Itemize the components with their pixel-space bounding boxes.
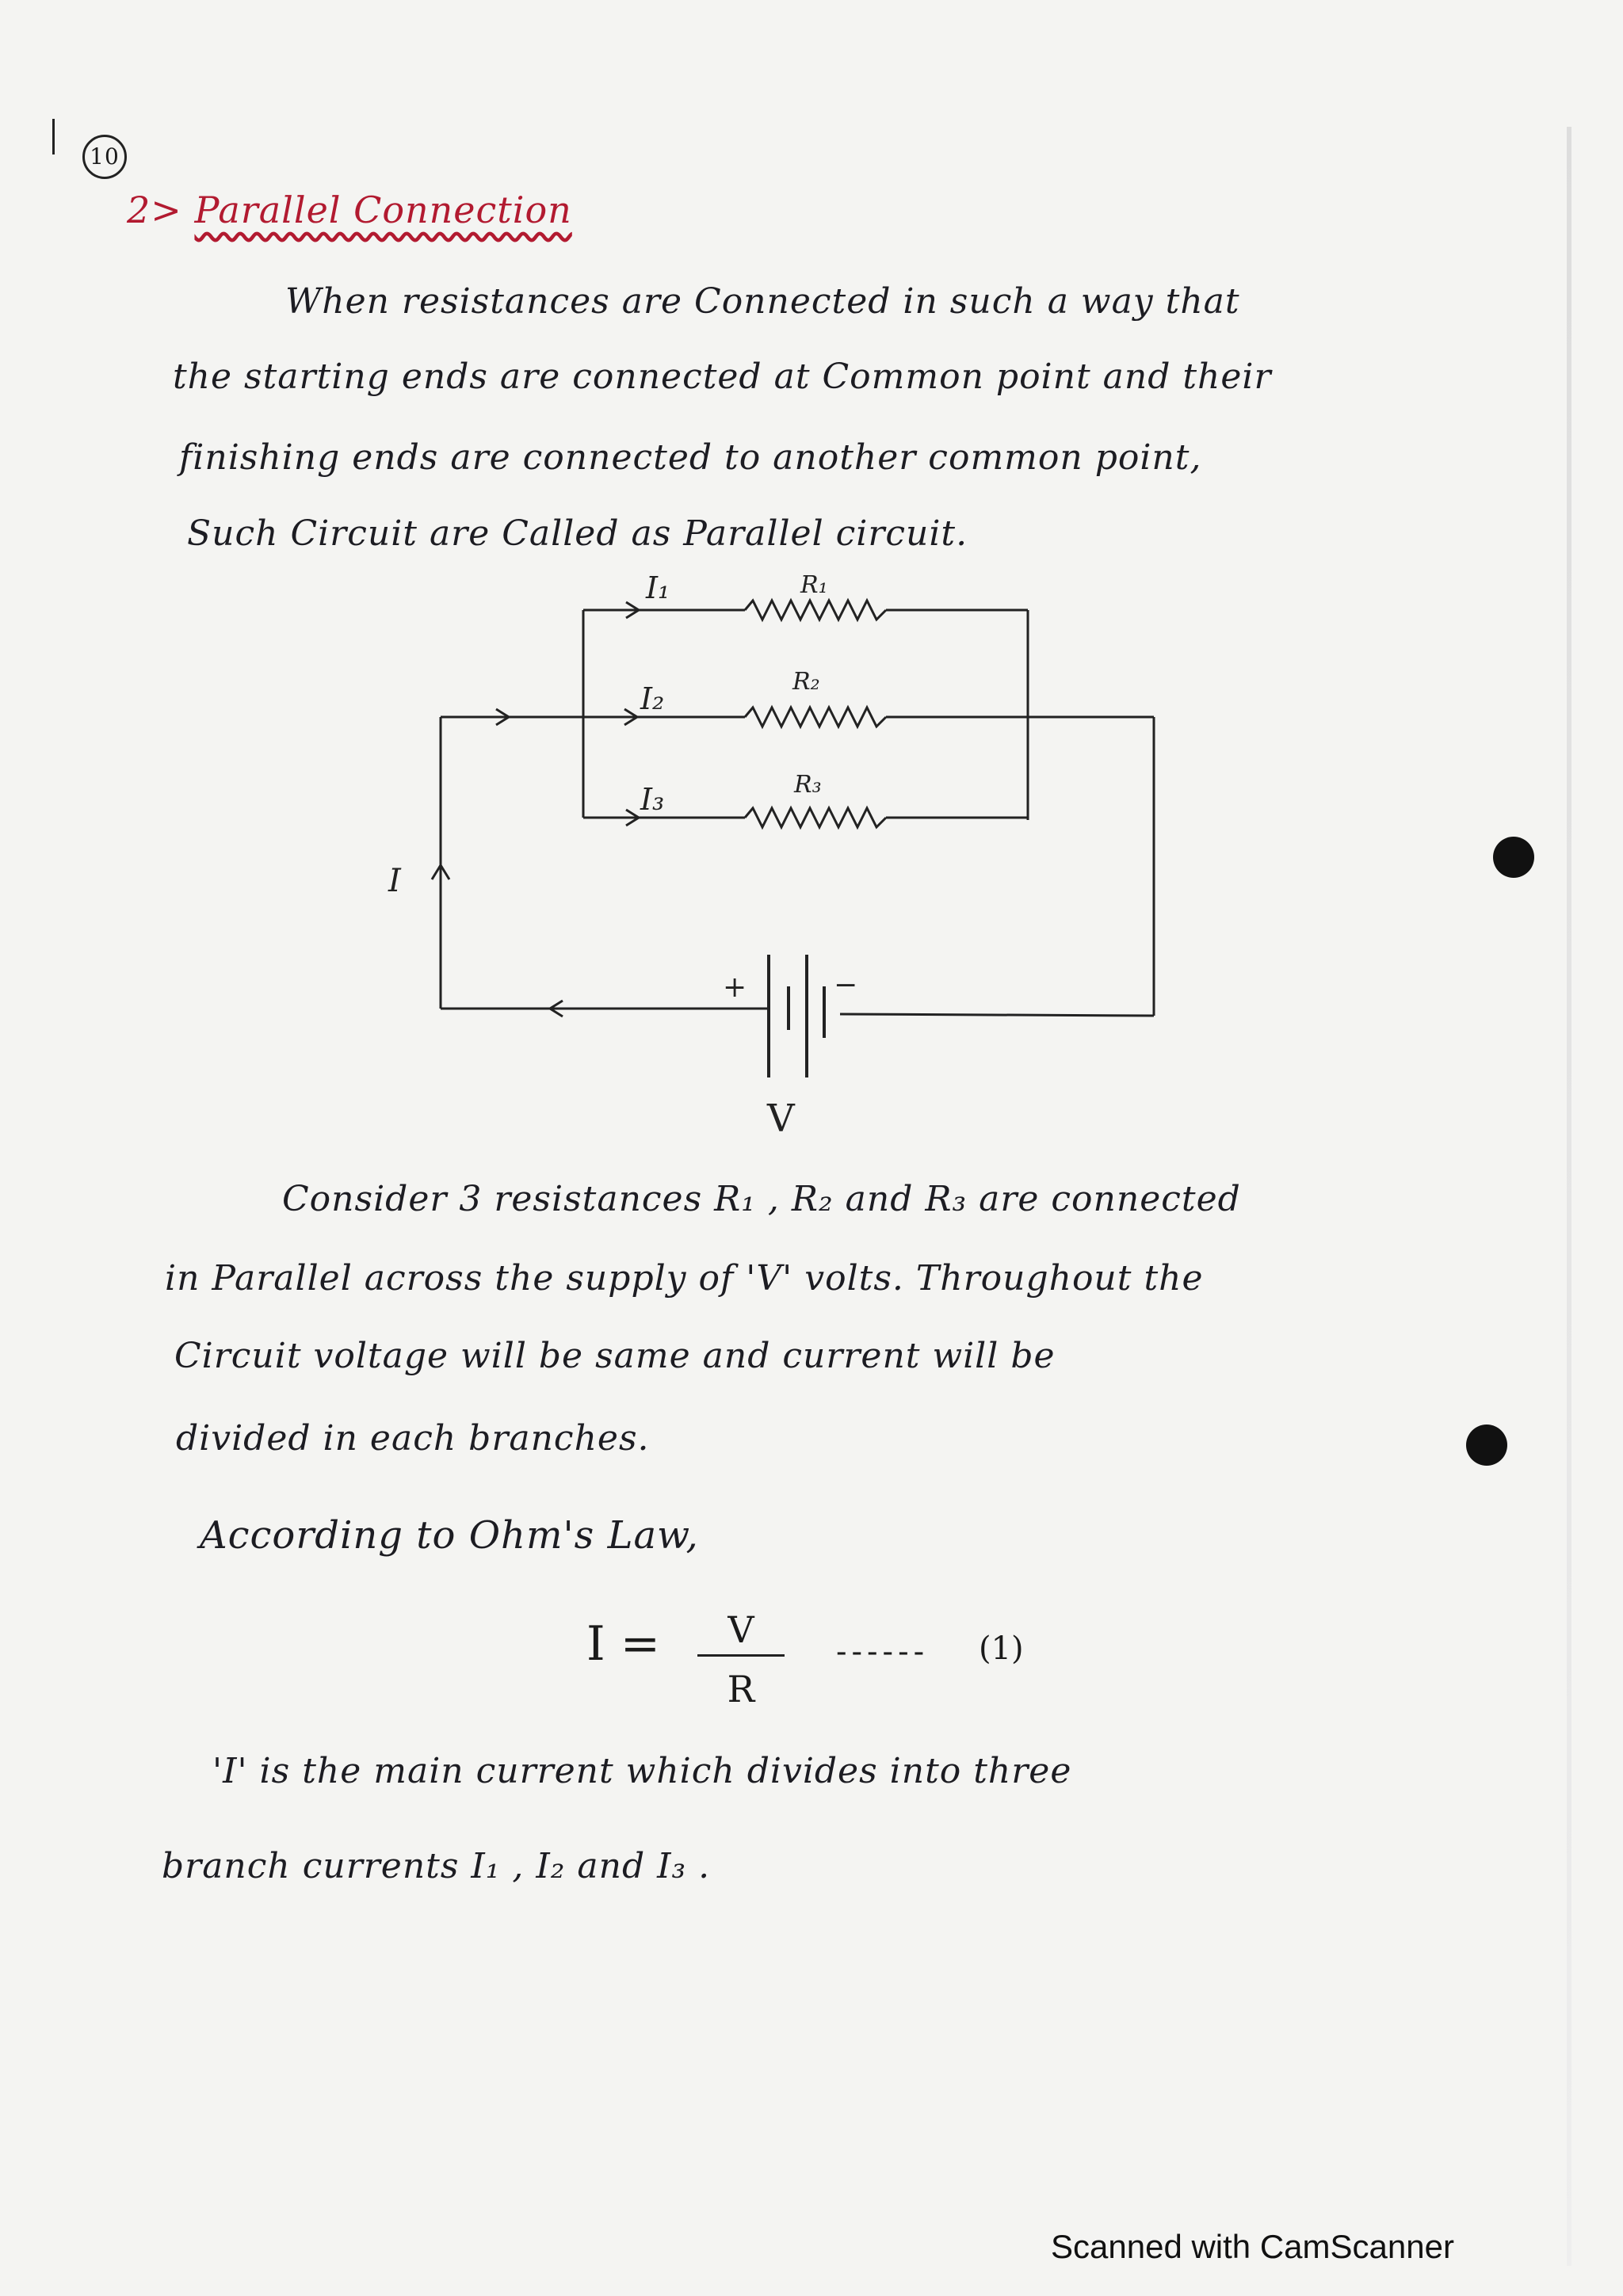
supply-voltage-label: V bbox=[767, 1097, 795, 1141]
consider-line-1: Consider 3 resistances R₁ , R₂ and R₃ are connected bbox=[282, 1179, 1241, 1219]
formula-numerator: V bbox=[727, 1608, 754, 1651]
main-current-label: I bbox=[388, 863, 401, 899]
definition-line-4: Such Circuit are Called as Parallel circuit. bbox=[187, 513, 968, 554]
fraction-bar bbox=[697, 1654, 785, 1657]
definition-line-1: When resistances are Connected in such a way that bbox=[285, 281, 1240, 322]
ohm-law-intro: According to Ohm's Law, bbox=[200, 1513, 699, 1558]
punch-hole-bottom bbox=[1466, 1425, 1507, 1466]
consider-line-3: Circuit voltage will be same and current will be bbox=[174, 1336, 1056, 1376]
consider-line-2: in Parallel across the supply of 'V' volts. Throughout the bbox=[165, 1258, 1204, 1299]
formula-lhs: I = bbox=[586, 1616, 661, 1672]
resistor-label-2: R₂ bbox=[792, 668, 820, 696]
resistor-label-3: R₃ bbox=[794, 771, 822, 799]
conclusion-line-1: 'I' is the main current which divides into three bbox=[212, 1751, 1072, 1791]
definition-line-2: the starting ends are connected at Common point and their bbox=[173, 357, 1272, 397]
equation-number: (1) bbox=[979, 1630, 1024, 1667]
branch-current-label-3: I₃ bbox=[640, 782, 665, 817]
conclusion-line-2: branch currents I₁ , I₂ and I₃ . bbox=[162, 1846, 711, 1886]
heading-title: Parallel Connection bbox=[194, 189, 572, 231]
scanner-watermark: Scanned with CamScanner bbox=[1051, 2228, 1454, 2265]
page-number: 10 bbox=[82, 135, 127, 179]
formula-denominator: R bbox=[727, 1668, 755, 1711]
branch-current-label-2: I₂ bbox=[640, 681, 665, 716]
formula-dashes: ------ bbox=[836, 1634, 930, 1670]
definition-line-3: finishing ends are connected to another common point, bbox=[179, 437, 1202, 478]
negative-terminal: − bbox=[834, 969, 858, 1001]
punch-hole-top bbox=[1493, 837, 1534, 878]
branch-current-label-1: I₁ bbox=[646, 570, 670, 605]
consider-line-4: divided in each branches. bbox=[176, 1418, 650, 1459]
resistor-label-1: R₁ bbox=[800, 571, 828, 599]
heading-index: 2> bbox=[127, 189, 182, 231]
positive-terminal: + bbox=[723, 971, 747, 1004]
